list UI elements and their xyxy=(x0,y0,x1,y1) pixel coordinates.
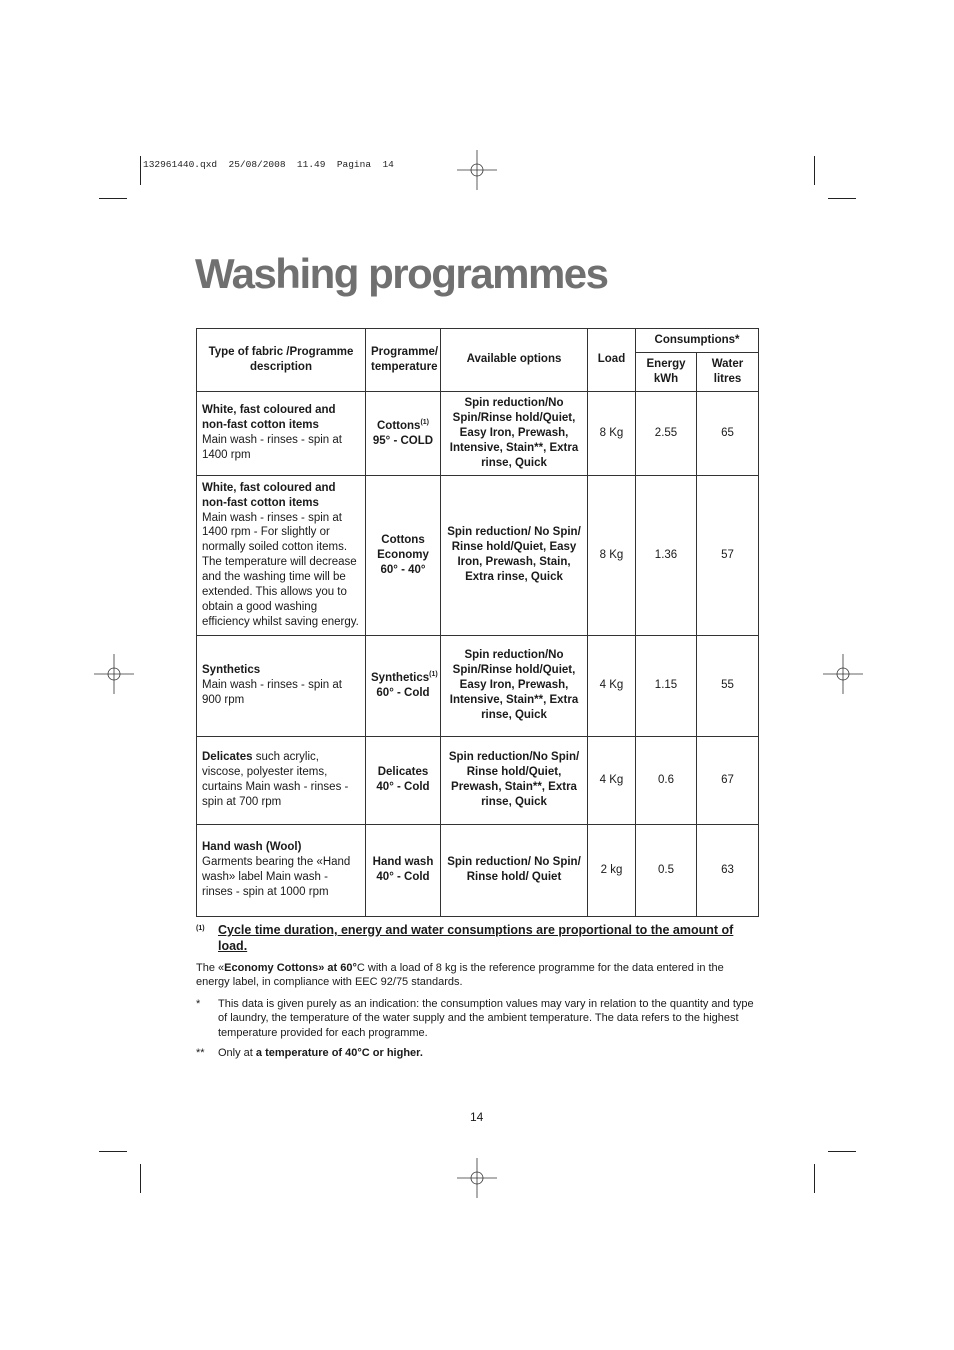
options-cell: Spin reduction/No Spin/Rinse hold/Quiet, Easy Iron, Prewash, Intensive, Stain**, Extra rinse, Quick xyxy=(441,391,588,475)
options-cell: Spin reduction/No Spin/ Rinse hold/Quiet, Prewash, Stain**, Extra rinse, Quick xyxy=(441,736,588,824)
energy-cell: 1.36 xyxy=(636,475,697,635)
table-row xyxy=(197,391,759,475)
footnote-ref: (1) xyxy=(429,671,438,679)
footnotes xyxy=(196,922,760,1066)
crop-mark xyxy=(140,156,141,185)
fabric-type: Synthetics xyxy=(202,664,261,677)
footnote-text xyxy=(218,1046,423,1060)
fabric-description: Main wash - rinses - spin at 1400 rpm xyxy=(202,434,342,462)
economy-note xyxy=(196,961,760,990)
programme-name: Cottons Economy xyxy=(377,533,429,561)
crop-mark xyxy=(828,198,856,199)
fabric-description: Garments bearing the «Hand wash» label Main wash - rinses - spin at 1000 rpm xyxy=(202,856,351,899)
options-cell: Spin reduction/ No Spin/ Rinse hold/ Quiet xyxy=(441,824,588,916)
programme-name: Cottons xyxy=(377,419,421,432)
fabric-type: Delicates xyxy=(202,751,253,764)
programme-cell xyxy=(366,391,441,475)
options-cell: Spin reduction/ No Spin/ Rinse hold/Quiet, Easy Iron, Prewash, Stain, Extra rinse, Quick xyxy=(441,475,588,635)
water-cell: 55 xyxy=(697,635,759,736)
header-consumptions: Consumptions* xyxy=(636,329,759,353)
footnote-marker: ** xyxy=(196,1046,205,1059)
economy-note-emphasis: Economy Cottons» at 60° xyxy=(224,961,357,974)
footnote-text: Cycle time duration, energy and water consumptions are proportional to the amount of load. xyxy=(218,923,734,954)
water-cell: 57 xyxy=(697,475,759,635)
crop-mark xyxy=(140,1164,141,1193)
footnote-marker: * xyxy=(196,998,201,1011)
programme-cell xyxy=(366,635,441,736)
programme-cell xyxy=(366,736,441,824)
footnote-text-part: Only at xyxy=(218,1046,256,1059)
registration-mark-icon xyxy=(94,654,134,694)
load-cell: 8 Kg xyxy=(588,391,636,475)
programme-cell xyxy=(366,475,441,635)
print-slug: 132961440.qxd 25/08/2008 11.49 Pagina 14 xyxy=(143,159,394,170)
crop-mark xyxy=(814,1164,815,1193)
economy-note-text: C with a load of 8 kg is the reference programme for the data entered in the energy label, in compliance with EEC 92/75 standards. xyxy=(196,961,724,988)
programme-temperature: 40° - Cold xyxy=(376,871,430,884)
fabric-type: Hand wash (Wool) xyxy=(202,841,302,854)
registration-mark-icon xyxy=(823,654,863,694)
programme-name: Delicates xyxy=(377,766,429,779)
water-cell: 65 xyxy=(697,391,759,475)
water-cell: 67 xyxy=(697,736,759,824)
programme-name: Synthetics xyxy=(371,672,430,685)
water-cell: 63 xyxy=(697,824,759,916)
footnote-1 xyxy=(196,922,760,955)
energy-cell: 1.15 xyxy=(636,635,697,736)
programme-temperature: 60° - 40° xyxy=(380,563,426,576)
fabric-description: Main wash - rinses - spin at 900 rpm xyxy=(202,679,342,707)
fabric-cell xyxy=(197,391,366,475)
footnote-text: This data is given purely as an indication: the consumption values may vary in relation to the quantity and type of laundry, the temperature of the water supply and the ambient temperature. The data refers to the highest temperature provided for each programme. xyxy=(218,998,754,1039)
page-title: Washing programmes xyxy=(195,250,608,297)
table-row xyxy=(197,635,759,736)
programme-temperature: 40° - Cold xyxy=(376,781,430,794)
fabric-cell xyxy=(197,635,366,736)
energy-cell: 2.55 xyxy=(636,391,697,475)
programme-name: Hand wash xyxy=(372,856,434,869)
table-row xyxy=(197,824,759,916)
energy-cell: 0.6 xyxy=(636,736,697,824)
footnote-emphasis: a temperature of 40°C or higher. xyxy=(255,1046,423,1059)
fabric-cell xyxy=(197,736,366,824)
options-cell: Spin reduction/No Spin/Rinse hold/Quiet, Easy Iron, Prewash, Intensive, Stain**, Extra rinse, Quick xyxy=(441,635,588,736)
load-cell: 2 kg xyxy=(588,824,636,916)
header-energy: Energy kWh xyxy=(636,352,697,391)
table-row xyxy=(197,736,759,824)
load-cell: 4 Kg xyxy=(588,736,636,824)
crop-mark xyxy=(99,198,127,199)
header-load: Load xyxy=(588,329,636,392)
crop-mark xyxy=(828,1151,856,1152)
fabric-type: White, fast coloured and non-fast cotton items xyxy=(202,404,336,432)
load-cell: 8 Kg xyxy=(588,475,636,635)
registration-mark-icon xyxy=(457,150,497,190)
footnote-marker: (1) xyxy=(196,925,205,932)
footnote-star xyxy=(196,997,760,1040)
programme-temperature: 60° - Cold xyxy=(376,687,430,700)
header-programme: Programme/ temperature xyxy=(366,329,441,392)
programme-temperature: 95° - COLD xyxy=(372,434,434,447)
header-options: Available options xyxy=(441,329,588,392)
load-cell: 4 Kg xyxy=(588,635,636,736)
crop-mark xyxy=(814,156,815,185)
fabric-cell xyxy=(197,475,366,635)
fabric-description: Main wash - rinses - spin at 1400 rpm - For slightly or normally soiled cotton items. The temperature will decrease and the washing time will be extended. This allows you to obtain a good washing efficiency whilst saving energy. xyxy=(202,511,359,629)
energy-cell: 0.5 xyxy=(636,824,697,916)
crop-mark xyxy=(99,1151,127,1152)
programmes-table xyxy=(196,328,759,917)
fabric-cell xyxy=(197,824,366,916)
footnote-double-star xyxy=(196,1046,760,1060)
fabric-description: such acrylic, viscose, polyester items, curtains Main wash - rinses - spin at 700 rpm xyxy=(202,751,349,809)
programme-cell xyxy=(366,824,441,916)
economy-note-text: The « xyxy=(196,961,225,974)
table-row xyxy=(197,475,759,635)
header-fabric: Type of fabric /Programme description xyxy=(197,329,366,392)
header-water: Water litres xyxy=(697,352,759,391)
footnote-ref: (1) xyxy=(420,418,429,426)
registration-mark-icon xyxy=(457,1158,497,1198)
page-number: 14 xyxy=(470,1110,484,1124)
fabric-type: White, fast coloured and non-fast cotton items xyxy=(202,481,336,509)
